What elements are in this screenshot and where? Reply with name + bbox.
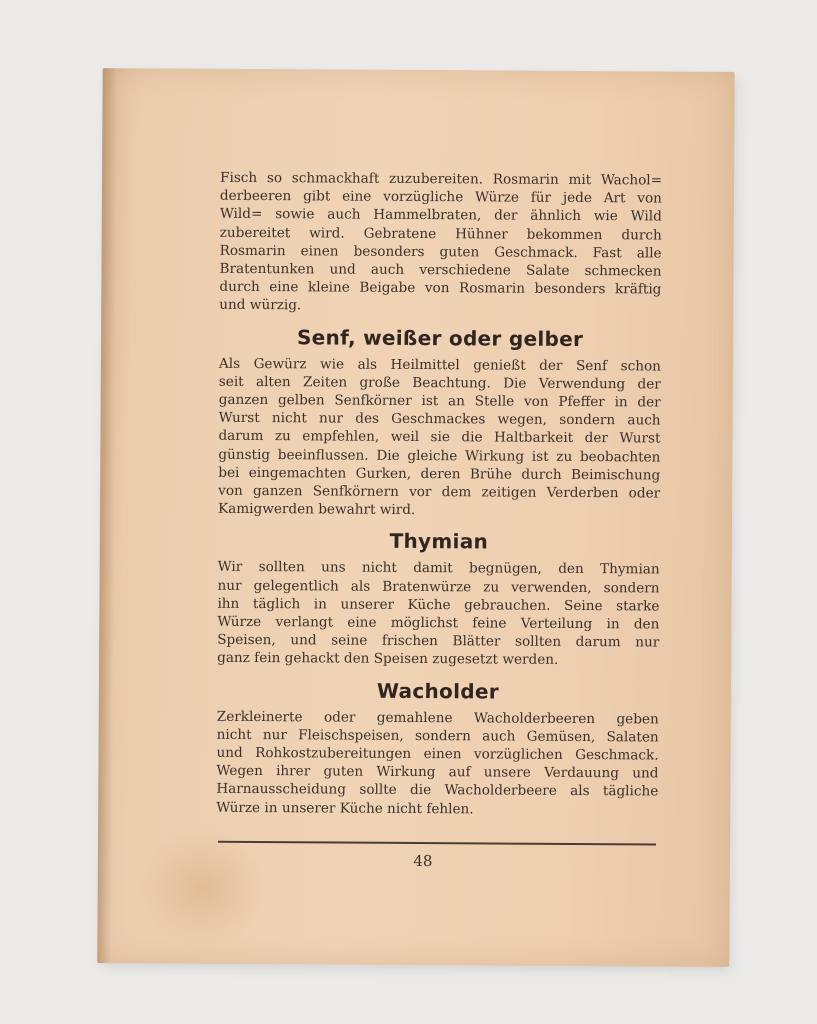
thymian-paragraph [217, 558, 660, 670]
text-line: ganzen gelben Senfkörner ist an Stelle von Pfeffer in der [218, 391, 661, 411]
text-line: Bratentunken und auch verschiedene Salate schmecken [219, 260, 662, 280]
section-heading-thymian: Thymian [389, 529, 489, 554]
text-line: Zerkleinerte oder gemahlene Wacholderbeeren geben [216, 708, 659, 728]
text-line: derbeeren gibt eine vorzügliche Würze für jede Art von [219, 187, 663, 207]
text-line: zubereitet wird. Gebratene Hühner bekommen durch [219, 224, 662, 244]
text-line: Speisen, und seine frischen Blätter sollten darum nur [217, 632, 660, 651]
page-stain [137, 828, 268, 949]
section-heading-wacholder: Wacholder [376, 678, 499, 704]
text-line: Als Gewürz wie als Heilmittel genießt der Senf schon [218, 355, 661, 375]
text-line: von ganzen Senfkörnern vor dem zeitigen Verderben oder [218, 482, 661, 502]
section-heading-senf: Senf, weißer oder gelber [296, 324, 584, 351]
text-line: und Rohkostzubereitungen einen vorzüglichen Geschmack. [216, 744, 659, 764]
intro-paragraph [219, 169, 662, 317]
text-line: ganz fein gehackt den Speisen zugesetzt werden. [217, 650, 559, 669]
text-line: Kamigwerden bewahrt wird. [217, 501, 416, 519]
text-line: seit alten Zeiten große Beachtung. Die Verwendung der [218, 373, 661, 393]
text-line: Rosmarin einen besonders guten Geschmack. Fast alle [219, 242, 662, 262]
text-line: nur gelegentlich als Bratenwürze zu verwenden, sondern [217, 577, 660, 597]
text-line: Fisch so schmackhaft zuzubereiten. Rosmarin mit Wachol= [220, 169, 663, 189]
text-line: und würzig. [219, 297, 302, 314]
text-line: ihn täglich in unserer Küche gebrauchen. Seine starke [217, 595, 660, 615]
wacholder-paragraph [216, 707, 659, 819]
text-line: Wurst nicht nur des Geschmackes wegen, sondern auch [218, 410, 661, 429]
text-line: Wir sollten uns nicht damit begnügen, den Thymian [217, 559, 660, 578]
text-line: Würze verlangt eine möglichst feine Verteilung in den [217, 613, 660, 633]
text-line: günstig beeinflussen. Die gleiche Wirkung ist zu beobachten [218, 446, 661, 466]
text-line: darum zu empfehlen, weil sie die Haltbarkeit der Wurst [218, 428, 661, 447]
text-line: durch eine kleine Beigabe von Rosmarin besonders kräftig [219, 279, 662, 298]
text-line: Wegen ihrer guten Wirkung auf unsere Verdauung und [216, 763, 659, 782]
text-line: nicht nur Fleischspeisen, sondern auch Gemüsen, Salaten [216, 726, 659, 746]
book-page [97, 68, 734, 967]
text-line: Würze in unserer Küche nicht fehlen. [216, 799, 474, 818]
text-line: Harnausscheidung sollte die Wacholderbeere als tägliche [216, 781, 659, 800]
page-number: 48 [413, 851, 433, 871]
footer-rule [218, 841, 656, 846]
page-content [216, 169, 662, 820]
text-line: Wild= sowie auch Hammelbraten, der ähnlich wie Wild [219, 206, 662, 225]
senf-paragraph [218, 354, 661, 521]
page-spine-shade [97, 68, 116, 963]
text-line: bei eingemachten Gurken, deren Brühe durch Beimischung [218, 464, 661, 484]
